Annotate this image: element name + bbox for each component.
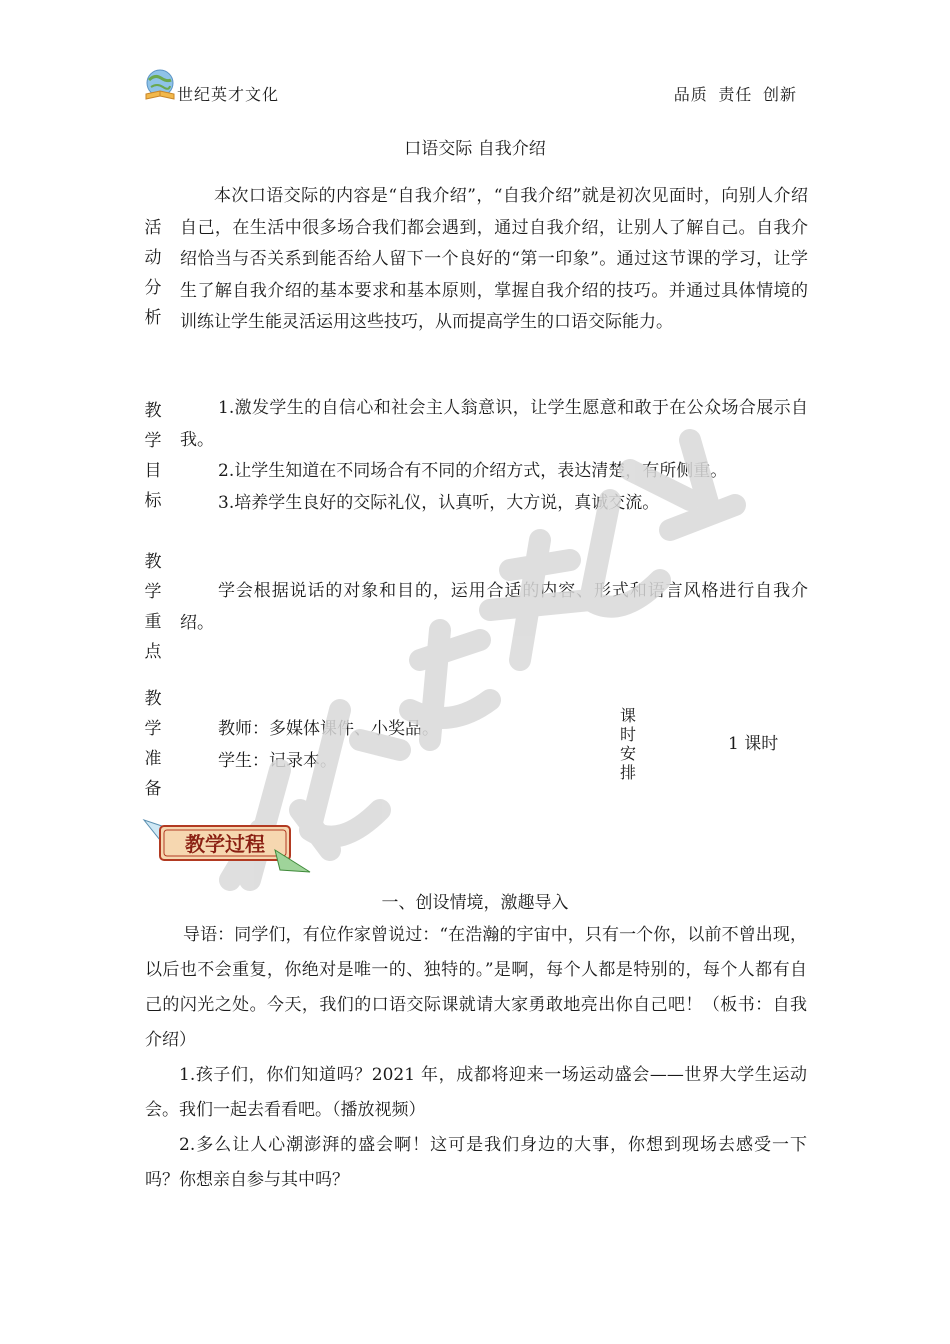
label-char: 重 (144, 612, 162, 632)
brand-name: 世纪英才文化 (177, 85, 280, 104)
page-title: 口语交际 自我介绍 (404, 139, 546, 159)
paper-plane-icon (275, 850, 310, 872)
label-teaching-focus (142, 547, 164, 667)
activity-analysis-text: 本次口语交际的内容是“自我介绍”，“自我介绍”就是初次见面时，向别人介绍自己，在生活中很多场合我们都会遇到，通过自我介绍，让别人了解自己。自我介绍恰当与否关系到能否给人留下一个良好的“第一印象”。通过这节课的学习，让学生了解自我介绍的基本要求和基本原则，掌握自我介绍的技巧。并通过具体情境的训练让学生能灵活运用这些技巧，从而提高学生的口语交际能力。 (180, 186, 808, 332)
process-paragraph: 2.多么让人心潮澎湃的盛会啊！这可是我们身边的大事，你想到现场去感受一下吗？你想亲自参与其中吗？ (145, 1135, 807, 1190)
process-paragraph: 1.孩子们，你们知道吗？2021 年，成都将迎来一场运动盛会——世界大学生运动会。我们一起去看看吧。（播放视频） (145, 1065, 807, 1120)
label-char: 点 (144, 642, 162, 662)
label-char: 动 (144, 248, 162, 268)
teaching-prep-text (218, 713, 598, 777)
label-char: 析 (144, 308, 162, 328)
label-char: 准 (144, 749, 162, 769)
label-char: 目 (144, 461, 162, 481)
brand-motto: 品质 责任 创新 (673, 85, 797, 104)
label-char: 学 (144, 582, 162, 602)
label-char: 安 (619, 744, 636, 763)
page-header (143, 68, 803, 108)
globe-book-logo-icon (143, 68, 177, 102)
goal-item: 2.让学生知道在不同场合有不同的介绍方式，表达清楚，有所侧重。 (218, 461, 728, 481)
label-char: 教 (144, 401, 162, 421)
label-teaching-goals (142, 396, 164, 516)
label-lesson-time (617, 706, 639, 782)
label-char: 教 (144, 689, 162, 709)
prep-teacher: 教师：多媒体课件、小奖品。 (218, 719, 439, 739)
teaching-process-badge (140, 810, 315, 882)
label-char: 教 (144, 552, 162, 572)
label-char: 排 (619, 763, 636, 782)
label-char: 备 (144, 779, 162, 799)
badge-label: 教学过程 (185, 832, 265, 856)
process-heading: 一、创设情境，激趣导入 (381, 893, 569, 913)
lesson-time-value: 1 课时 (728, 734, 779, 754)
process-paragraph: 导语：同学们，有位作家曾说过：“在浩瀚的宇宙中，只有一个你，以前不曾出现，以后也不会重复，你绝对是唯一的、独特的。”是啊，每个人都是特别的，每个人都有自己的闪光之处。今天，我们的口语交际课就请大家勇敢地亮出你自己吧！（板书：自我介绍） (145, 925, 807, 1050)
label-activity-analysis (142, 213, 164, 333)
prep-student: 学生：记录本。 (218, 751, 337, 771)
label-char: 课 (619, 706, 636, 725)
goal-item: 3.培养学生良好的交际礼仪，认真听，大方说，真诚交流。 (218, 492, 660, 513)
label-char: 标 (144, 491, 162, 511)
label-char: 活 (144, 218, 162, 238)
label-teaching-prep (142, 684, 164, 804)
label-char: 学 (144, 719, 162, 739)
label-char: 分 (144, 278, 162, 298)
label-char: 学 (144, 431, 162, 451)
teaching-focus-text: 学会根据说话的对象和目的，运用合适的内容、形式和语言风格进行自我介绍。 (180, 581, 808, 633)
process-body (145, 918, 807, 1198)
label-char: 时 (619, 725, 636, 744)
goal-item: 1.激发学生的自信心和社会主人翁意识，让学生愿意和敢于在公众场合展示自我。 (180, 398, 808, 450)
teaching-goals-list (180, 393, 808, 519)
